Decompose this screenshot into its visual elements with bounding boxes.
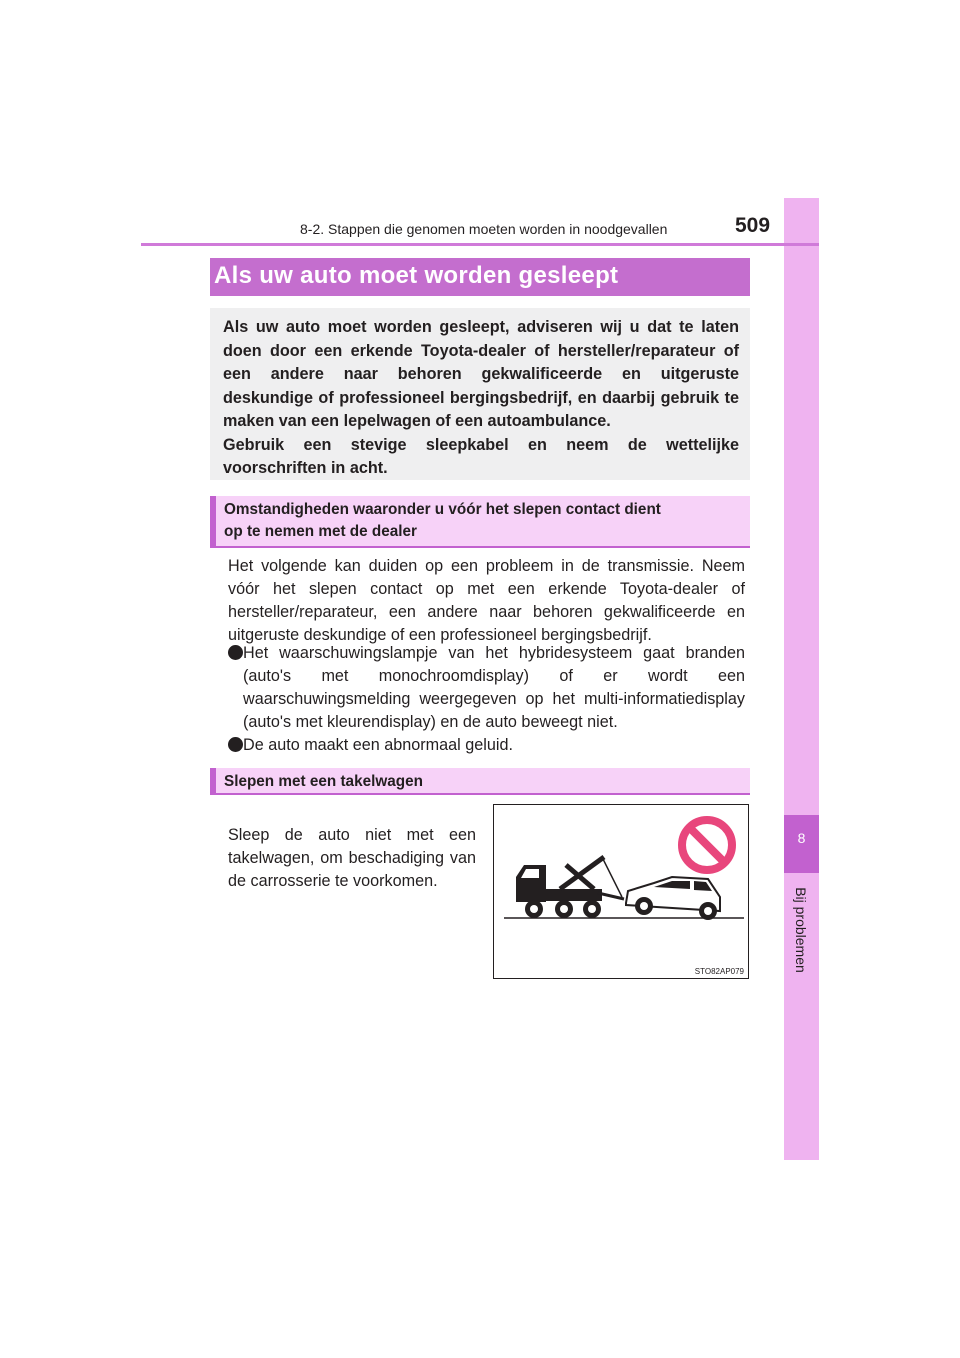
towed-car-icon xyxy=(626,877,720,920)
section-heading-dealer xyxy=(210,496,750,548)
bullet-icon xyxy=(228,645,243,660)
intro-paragraph: Als uw auto moet worden gesleept, adviseren wij u dat te laten doen door een erkende Toyota-dealer of hersteller/reparateur of een andere naar behoren gekwalificeerde en uitgeruste deskundige of professioneel bergingsbedrijf, en daarbij gebruik te maken van een lepelwagen of een autoambulance. xyxy=(223,318,739,430)
section-heading-line: op te nemen met de dealer xyxy=(224,523,417,540)
section-heading-tow-truck xyxy=(210,768,750,795)
section-heading-line: Slepen met een takelwagen xyxy=(224,773,423,790)
list-item xyxy=(228,642,745,734)
chapter-side-strip xyxy=(784,198,819,1160)
bullet-icon xyxy=(228,737,243,752)
page-number: 509 xyxy=(735,214,771,237)
list-item xyxy=(228,734,745,757)
list-item-text: Het waarschuwingslampje van het hybridesysteem gaat branden (auto's met monochroomdisplay) of er wordt een waarschuwingsmelding weergegeven op het multi-informatiedisplay (auto's met kleurendisplay) en de auto beweegt niet. xyxy=(243,644,745,731)
section-paragraph: Sleep de auto niet met een takelwagen, om beschadiging van de carrosserie te voorkomen. xyxy=(228,826,476,890)
list-item-text: De auto maakt een abnormaal geluid. xyxy=(243,736,513,754)
section-breadcrumb: 8-2. Stappen die genomen moeten worden in noodgevallen xyxy=(300,221,668,237)
intro-box xyxy=(210,308,750,480)
chapter-number: 8 xyxy=(797,830,806,846)
intro-paragraph: Gebruik een stevige sleepkabel en neem de wettelijke voorschriften in acht. xyxy=(223,435,739,477)
tow-truck-icon xyxy=(516,857,624,918)
page-title: Als uw auto moet worden gesleept xyxy=(214,262,619,289)
tow-truck-drawing xyxy=(494,805,748,978)
section-paragraph: Het volgende kan duiden op een probleem in de transmissie. Neem vóór het slepen contact op met een erkende Toyota-dealer of hersteller/reparateur, een andere naar behoren gekwalificeerde en uitgeruste deskundige of een professioneel bergingsbedrijf. xyxy=(228,557,745,644)
section-heading-line: Omstandigheden waaronder u vóór het slepen contact dient xyxy=(224,501,661,518)
prohibited-icon xyxy=(682,820,732,870)
tow-truck-illustration xyxy=(493,804,749,979)
header-divider xyxy=(141,243,819,246)
chapter-label: Bij problemen xyxy=(793,887,809,973)
figure-code: STO82AP079 xyxy=(694,967,744,976)
